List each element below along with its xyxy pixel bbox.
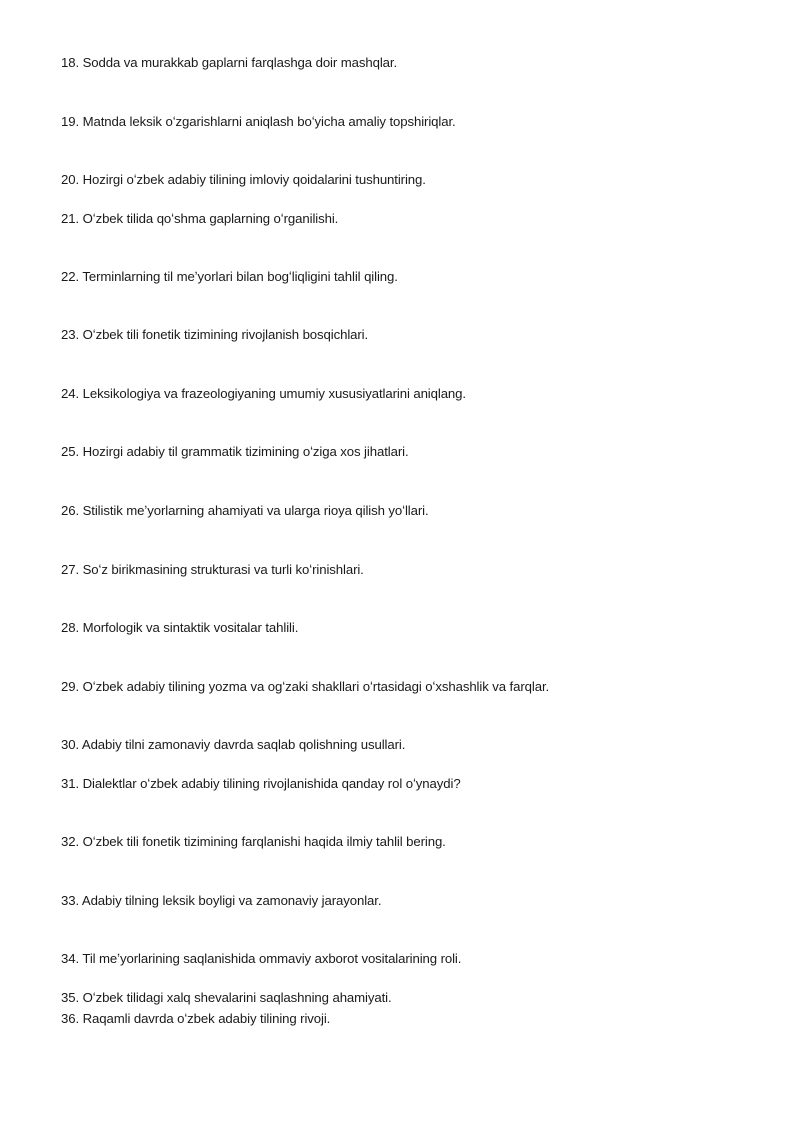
list-item-26: 26. Stilistik meʼyorlarning ahamiyati va ularga rioya qilish yoʻllari. xyxy=(61,503,429,518)
list-item-18: 18. Sodda va murakkab gaplarni farqlashga doir mashqlar. xyxy=(61,55,398,70)
list-item-29: 29. Oʻzbek adabiy tilining yozma va ogʻzaki shakllari oʻrtasidagi oʻxshashlik va farqlar. xyxy=(61,679,550,694)
list-item-36: 36. Raqamli davrda oʻzbek adabiy tilining rivoji. xyxy=(61,1011,331,1026)
list-item-25: 25. Hozirgi adabiy til grammatik tizimining oʻziga xos jihatlari. xyxy=(61,444,409,459)
list-item-23: 23. Oʻzbek tili fonetik tizimining rivojlanish bosqichlari. xyxy=(61,327,369,342)
list-item-32: 32. Oʻzbek tili fonetik tizimining farqlanishi haqida ilmiy tahlil bering. xyxy=(61,834,446,849)
list-item-31: 31. Dialektlar oʻzbek adabiy tilining rivojlanishida qanday rol oʻynaydi? xyxy=(61,776,461,791)
list-item-35: 35. Oʻzbek tilidagi xalq shevalarini saqlashning ahamiyati. xyxy=(61,990,392,1005)
list-item-22: 22. Terminlarning til meʼyorlari bilan bogʻliqligini tahlil qiling. xyxy=(61,269,398,284)
list-item-33: 33. Adabiy tilning leksik boyligi va zamonaviy jarayonlar. xyxy=(61,893,382,908)
list-item-34: 34. Til meʼyorlarining saqlanishida ommaviy axborot vositalarining roli. xyxy=(61,951,462,966)
list-item-28: 28. Morfologik va sintaktik vositalar tahlili. xyxy=(61,620,299,635)
list-item-30: 30. Adabiy tilni zamonaviy davrda saqlab qolishning usullari. xyxy=(61,737,406,752)
list-item-20: 20. Hozirgi oʻzbek adabiy tilining imloviy qoidalarini tushuntiring. xyxy=(61,172,426,187)
list-item-27: 27. Soʻz birikmasining strukturasi va turli koʻrinishlari. xyxy=(61,562,364,577)
list-item-24: 24. Leksikologiya va frazeologiyaning umumiy xususiyatlarini aniqlang. xyxy=(61,386,466,401)
list-item-21: 21. Oʻzbek tilida qoʻshma gaplarning oʻrganilishi. xyxy=(61,211,339,226)
list-item-19: 19. Matnda leksik oʻzgarishlarni aniqlash boʻyicha amaliy topshiriqlar. xyxy=(61,114,456,129)
